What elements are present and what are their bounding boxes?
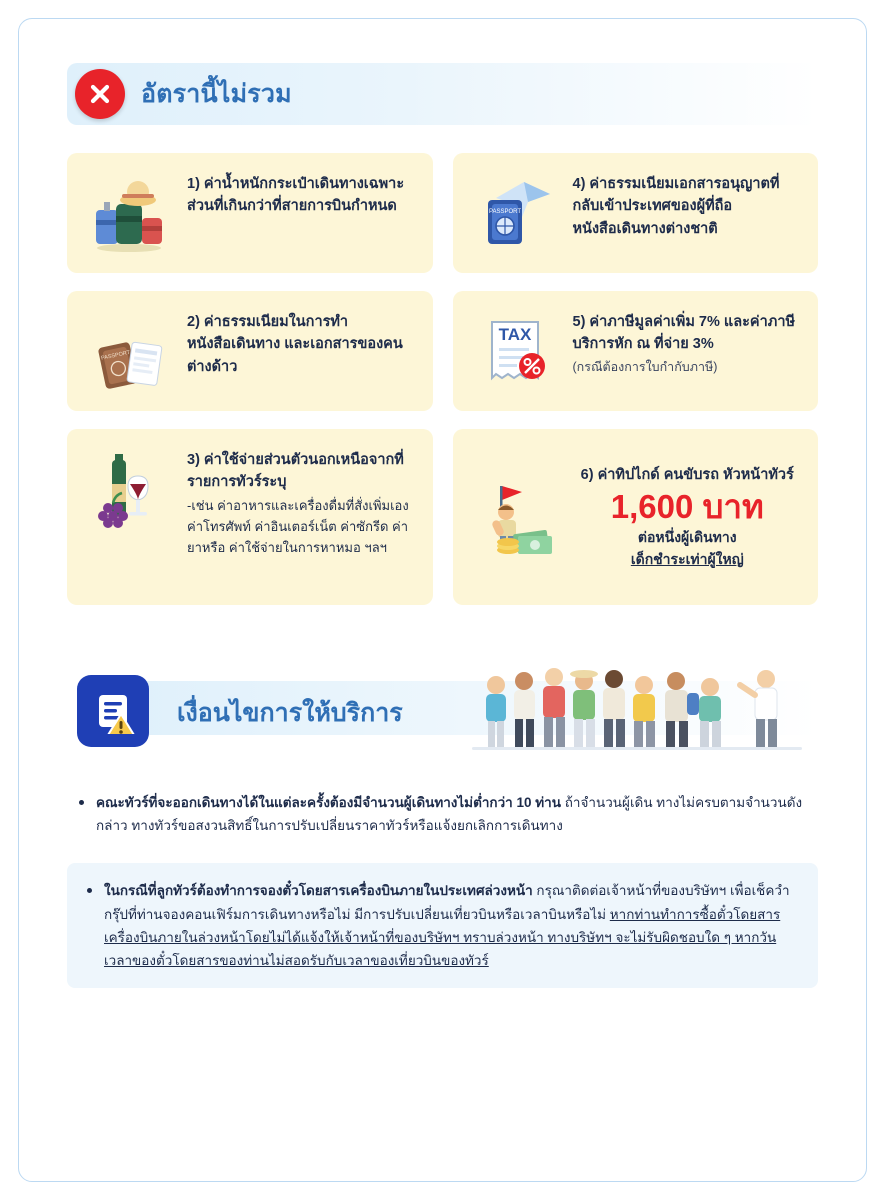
page-title: อัตรานี้ไม่รวม [141, 80, 292, 108]
list-spacer [67, 847, 818, 863]
exclusion-note-text: (กรณีต้องการใบกำกับภาษี) [572, 359, 718, 374]
tax-invoice-icon [469, 305, 561, 397]
svg-text:PASSPORT: PASSPORT [100, 349, 131, 362]
exclusion-text [187, 305, 417, 378]
tip-label: 6) ค่าทิปไกด์ คนขับรถ หัวหน้าทัวร์ [580, 466, 794, 483]
bullet-text [96, 791, 808, 837]
bullet-strong-text: ในกรณีที่ลูกทัวร์ต้องทำการจองตั๋วโดยสารเครื่องบินภายในประเทศล่วงหน้า [104, 883, 533, 899]
exclusion-main-text: 2) ค่าธรรมเนียมในการทำหนังสือเดินทาง และเอกสารของคนต่างด้าว [187, 314, 403, 375]
exclusion-text [573, 167, 803, 240]
exclusions-grid [67, 153, 818, 605]
wine-grapes-icon [83, 443, 175, 535]
svg-text:PASSPORT: PASSPORT [488, 209, 521, 215]
exclusion-main-text: 4) ค่าธรรมเนียมเอกสารอนุญาตที่กลับเข้าประเทศของผู้ที่ถือหนังสือเดินทางต่างชาติ [572, 176, 780, 237]
tip-text [573, 463, 803, 572]
passport-documents-icon [83, 305, 175, 397]
tip-per-person: ต่อหนึ่งผู้เดินทาง [637, 529, 737, 546]
exclusion-card [453, 429, 819, 605]
list-item [67, 781, 818, 847]
bullet-text [104, 879, 804, 972]
document-frame [18, 18, 867, 1182]
exclusion-text [187, 443, 417, 558]
red-x-circle-icon [75, 69, 125, 119]
exclusion-text [187, 167, 417, 218]
luggage-icon [83, 167, 175, 259]
passport-plane-icon [469, 167, 561, 259]
exclusion-main-text: 1) ค่าน้ำหนักกระเป๋าเดินทางเฉพาะส่วนที่เกินกว่าที่สายการบินกำหนด [187, 176, 405, 215]
bullet-dot-icon [79, 800, 84, 805]
exclusion-sub-text: -เช่น ค่าอาหารและเครื่องดื่มที่สั่งเพิ่มเอง ค่าโทรศัพท์ ค่าอินเตอร์เน็ต ค่าซักรีด ค่ายาหรือ ค่าใช้จ่ายในการหาหมอ ฯลฯ [187, 497, 409, 555]
bullet-normal-text: ถ้าจำนวนผู้เดิน ทางไม่ครบตามจำนวนดังกล่าว ทางทัวร์ขอสงวนสิทธิ์ในการปรับเปลี่ยนราคาทัวร์หรือแจ้งยกเลิกการเดินทาง [96, 795, 803, 834]
document-warning-icon [77, 675, 149, 747]
bullet-underline-text: หากท่านทำการซื้อตั๋วโดยสารเครื่องบินภายในล่วงหน้าโดยไม่ได้แจ้งให้เจ้าหน้าที่ของบริษัทฯ ทราบล่วงหน้า ทางบริษัทฯ จะไม่รับผิดชอบใด ๆ หากวัน เวลาของตั๋วโดยสารของท่านไม่สอดรับกับเวลาของเที่ยวบินของทัวร์ [104, 906, 781, 969]
exclusion-main-text: 3) ค่าใช้จ่ายส่วนตัวนอกเหนือจากที่รายการทัวร์ระบุ [187, 452, 404, 491]
service-conditions-header [67, 659, 818, 755]
exclusion-card [453, 153, 819, 273]
bullet-dot-icon [87, 888, 92, 893]
exclusion-card [67, 153, 433, 273]
svg-text:TAX: TAX [498, 325, 531, 344]
bullet-normal-text: กรุณาติดต่อเจ้าหน้าที่ของบริษัทฯ เพื่อเช็ควำกรุ๊ปที่ท่านจองคอนเฟิร์มการเดินทางหรือไม่ มีการปรับเปลี่ยนเที่ยวบินหรือเวลาบินหรือไม่ [104, 883, 790, 922]
exclusion-card [453, 291, 819, 411]
exclusion-card [67, 429, 433, 605]
list-item [67, 863, 818, 988]
exclusion-card [67, 291, 433, 411]
exclusions-header [67, 63, 818, 125]
tourist-group-illustration [472, 659, 802, 755]
tip-child-note: เด็กชำระเท่าผู้ใหญ่ [630, 551, 744, 568]
tip-money-icon [469, 471, 561, 563]
service-conditions-title: เงื่อนไขการให้บริการ [177, 699, 403, 727]
service-conditions-list [67, 781, 818, 988]
bullet-strong-text: คณะทัวร์ที่จะออกเดินทางได้ในแต่ละครั้งต้องมีจำนวนผู้เดินทางไม่ต่ำกว่า 10 ท่าน [96, 795, 561, 810]
tip-amount: 1,600 บาท [610, 487, 764, 525]
exclusion-text [573, 305, 803, 377]
exclusion-main-text: 5) ค่าภาษีมูลค่าเพิ่ม 7% และค่าภาษีบริการหัก ณ ที่จ่าย 3% [572, 314, 796, 353]
